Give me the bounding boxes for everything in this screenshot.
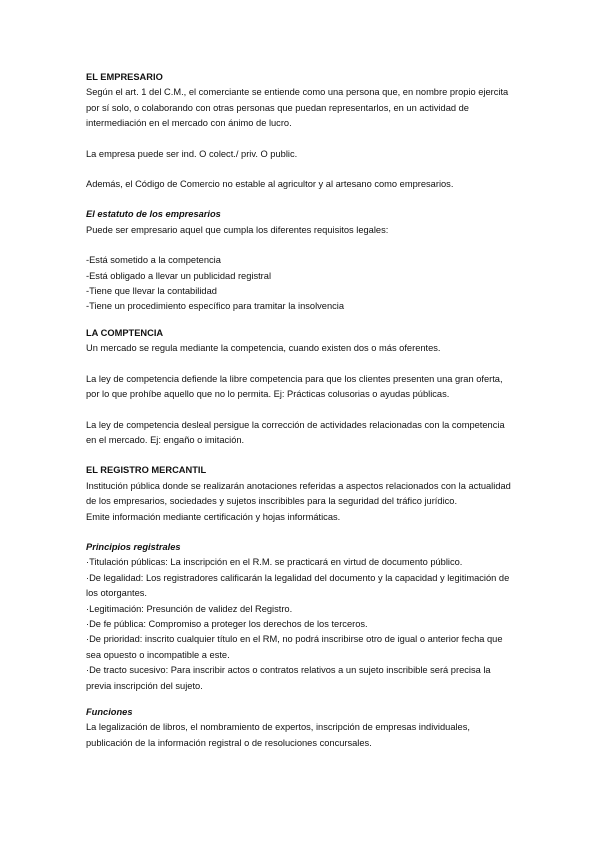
paragraph-competencia-mercado: Un mercado se regula mediante la competencia, cuando existen dos o más oferentes. (86, 343, 441, 354)
subheading-estatuto: El estatuto de los empresarios (86, 209, 221, 220)
list-item: -Tiene un procedimiento específico para tramitar la insolvencia (86, 301, 345, 312)
list-item: ·Legitimación: Presunción de validez del Registro. (86, 603, 293, 614)
list-item: ·De prioridad: inscrito cualquier título en el RM, no podrá inscribirse otro de igual o anterior fecha que sea opuesto o incompatible a este. (86, 634, 503, 660)
paragraph-competencia-desleal: La ley de competencia desleal persigue la corrección de actividades relacionadas con la competencia en el mercado. Ej: engaño o imitación. (86, 419, 505, 445)
subheading-principios: Principios registrales (86, 541, 181, 552)
list-item: ·De fe pública: Compromiso a proteger los derechos de los terceros. (86, 618, 368, 629)
section-heading-empresario: EL EMPRESARIO (86, 72, 163, 82)
list-item: ·De tracto sucesivo: Para inscribir actos o contratos relativos a un sujeto inscribible será precisa la previa inscripción del sujeto. (86, 665, 491, 691)
section-heading-competencia: LA COMPTENCIA (86, 327, 164, 338)
paragraph-ley-competencia: La ley de competencia defiende la libre competencia para que los clientes presenten una gran oferta, por lo que prohíbe aquello que no lo permita. Ej: Prácticas colusorias o ayudas públicas. (86, 373, 503, 400)
list-item: -Está obligado a llevar un publicidad registral (86, 270, 272, 281)
paragraph-funciones: La legalización de libros, el nombramiento de expertos, inscripción de empresas individuales, publicación de la información registral o de resoluciones concursales. (86, 722, 470, 748)
paragraph-empresario-definition: Según el art. 1 del C.M., el comerciante se entiende como una persona que, en nombre propio ejercita por sí solo, o colaborando con otras personas que puedan representarlos, en un actividad de intermediación en el mercado con ánimo de lucro. (86, 87, 509, 129)
list-principios-registrales (86, 555, 516, 694)
subheading-funciones: Funciones (86, 707, 133, 717)
section-heading-registro: EL REGISTRO MERCANTIL (86, 465, 207, 476)
paragraph-empresa-types: La empresa puede ser ind. O colect./ priv. O public. (86, 148, 298, 159)
list-item: ·Titulación públicas: La inscripción en el R.M. se practicará en virtud de documento público. (86, 557, 463, 568)
document-page (86, 70, 516, 766)
list-item: ·De legalidad: Los registradores calificarán la legalidad del documento y la capacidad y legitimación de los otorgantes. (86, 572, 510, 599)
paragraph-registro-emite: Emite información mediante certificación y hojas informáticas. (86, 511, 341, 522)
list-estatuto-requisitos (86, 253, 516, 315)
paragraph-codigo-comercio: Además, el Código de Comercio no estable al agricultor y al artesano como empresarios. (86, 179, 454, 190)
paragraph-estatuto-intro: Puede ser empresario aquel que cumpla los diferentes requisitos legales: (86, 224, 389, 235)
list-item: -Está sometido a la competencia (86, 255, 221, 266)
paragraph-registro-definition: Institución pública donde se realizarán anotaciones referidas a aspectos relacionados con la actualidad de los empresarios, sociedades y sujetos inscribibles para la seguridad del tráfico jurídico. (86, 480, 511, 507)
list-item: -Tiene que llevar la contabilidad (86, 286, 217, 297)
